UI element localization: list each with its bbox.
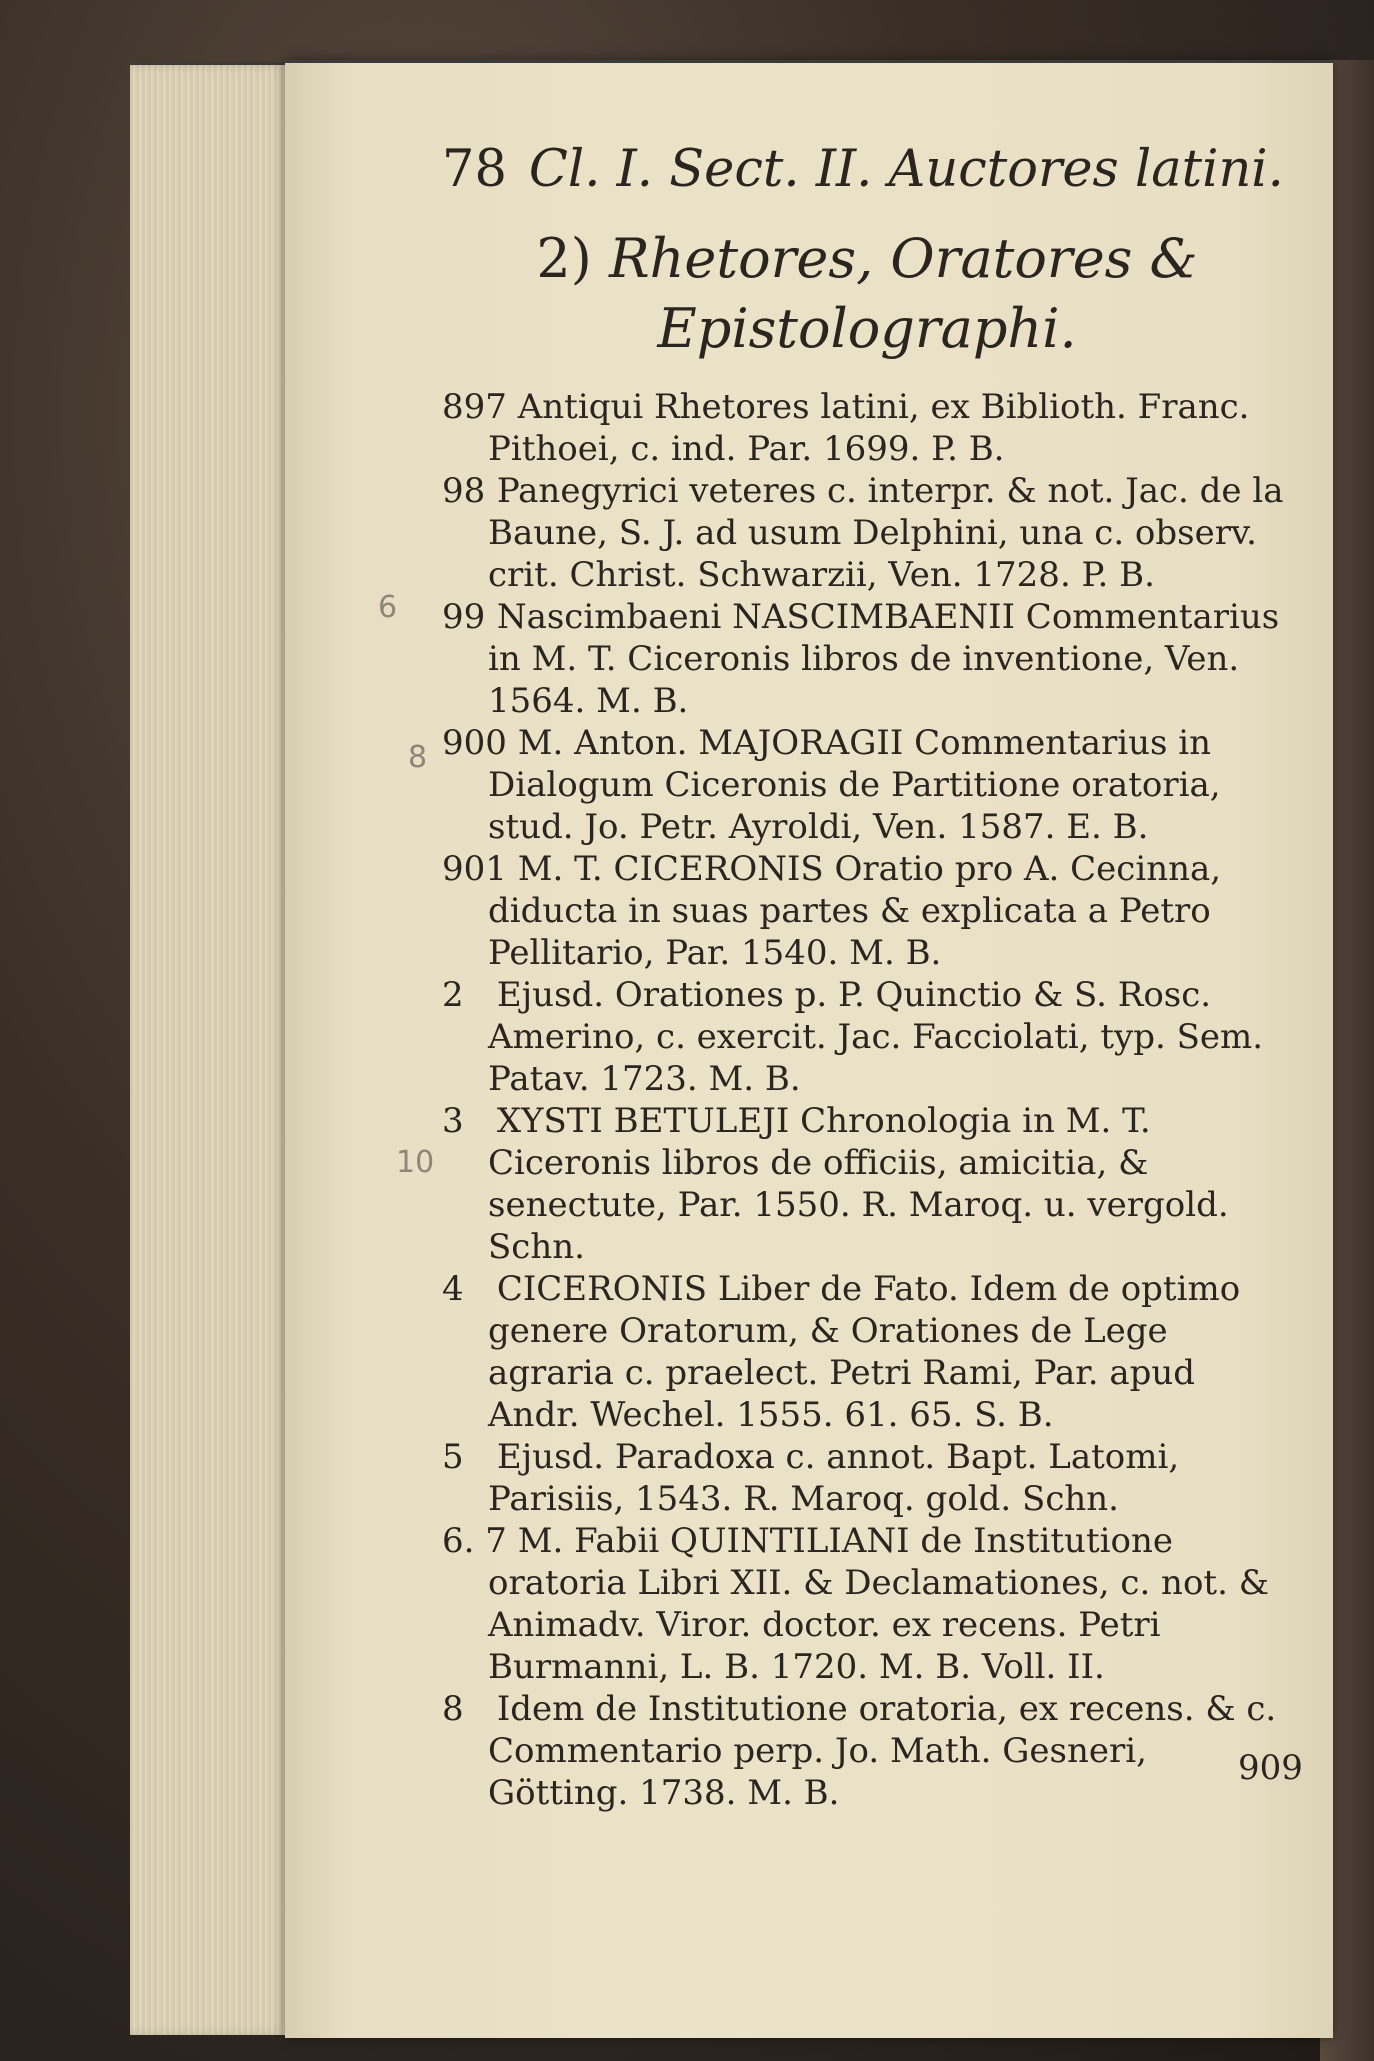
page-edges: [130, 62, 290, 2035]
catalog-entry: [442, 974, 1292, 1100]
entry-number: 2: [442, 975, 464, 1015]
catalog-entry: [442, 848, 1292, 974]
margin-note: 8: [408, 740, 428, 775]
entry-number: 897: [442, 387, 507, 427]
entry-text: XYSTI BETULEJI Chronologia in M. T. Ciceronis libros de officiis, amicitia, & senectute, Par. 1550. R. Maroq. u. vergold. Schn.: [488, 1101, 1229, 1267]
entry-number: 3: [442, 1101, 464, 1141]
entry-text: Idem de Institutione oratoria, ex recens. & c. Commentario perp. Jo. Math. Gesneri, Götting. 1738. M. B.: [488, 1689, 1277, 1813]
section-heading: [442, 224, 1292, 364]
catalog-entry: [442, 1268, 1292, 1436]
catalog-entry: [442, 386, 1292, 470]
page-number: 78: [442, 140, 507, 199]
entry-text: M. T. CICERONIS Oratio pro A. Cecinna, diducta in suas partes & explicata a Petro Pellitario, Par. 1540. M. B.: [488, 849, 1222, 973]
entry-text: Nascimbaeni NASCIMBAENII Commentarius in M. T. Ciceronis libros de inventione, Ven. 1564. M. B.: [488, 597, 1280, 721]
entry-text: M. Fabii QUINTILIANI de Institutione oratoria Libri XII. & Declamationes, c. not. & Animadv. Viror. doctor. ex recens. Petri Burmanni, L. B. 1720. M. B. Voll. II.: [488, 1521, 1269, 1687]
entry-text: Ejusd. Paradoxa c. annot. Bapt. Latomi, Parisiis, 1543. R. Maroq. gold. Schn.: [488, 1437, 1180, 1519]
running-header: [442, 130, 1292, 210]
entry-text: Ejusd. Orationes p. P. Quinctio & S. Rosc. Amerino, c. exercit. Jac. Facciolati, typ. Sem. Patav. 1723. M. B.: [488, 975, 1264, 1099]
entry-number: 901: [442, 849, 507, 889]
margin-note: 10: [396, 1145, 435, 1180]
page-text: [442, 130, 1292, 1814]
catalog-entry: [442, 1688, 1292, 1814]
entry-number: 99: [442, 597, 486, 637]
catalog-entry: [442, 1520, 1292, 1688]
entry-text: Panegyrici veteres c. interpr. & not. Jac. de la Baune, S. J. ad usum Delphini, una c. observ. crit. Christ. Schwarzii, Ven. 1728. P. B.: [488, 471, 1284, 595]
section-number: 2): [536, 227, 592, 290]
entry-number: 5: [442, 1437, 464, 1477]
catalog-entry: [442, 1436, 1292, 1520]
entry-text: M. Anton. MAJORAGII Commentarius in Dialogum Ciceronis de Partitione oratoria, stud. Jo. Petr. Ayroldi, Ven. 1587. E. B.: [488, 723, 1221, 847]
catalog-entry: [442, 1100, 1292, 1268]
catchword: 909: [1238, 1748, 1303, 1788]
entry-text: Antiqui Rhetores latini, ex Biblioth. Franc. Pithoei, c. ind. Par. 1699. P. B.: [488, 387, 1250, 469]
entry-number: 900: [442, 723, 507, 763]
running-title: Cl. I. Sect. II. Auctores latini.: [528, 140, 1284, 199]
entry-number: 98: [442, 471, 486, 511]
entry-number: 8: [442, 1689, 464, 1729]
entry-number: 4: [442, 1269, 464, 1309]
catalog-entry: [442, 722, 1292, 848]
margin-note: 6: [378, 590, 398, 625]
catalog-entry: [442, 596, 1292, 722]
catalog-entry: [442, 470, 1292, 596]
entry-text: CICERONIS Liber de Fato. Idem de optimo genere Oratorum, & Orationes de Lege agraria c. praelect. Petri Rami, Par. apud Andr. Wechel. 1555. 61. 65. S. B.: [488, 1269, 1241, 1435]
section-title: Rhetores, Oratores & Epistolographi.: [608, 227, 1198, 360]
entry-number: 6. 7: [442, 1521, 507, 1561]
